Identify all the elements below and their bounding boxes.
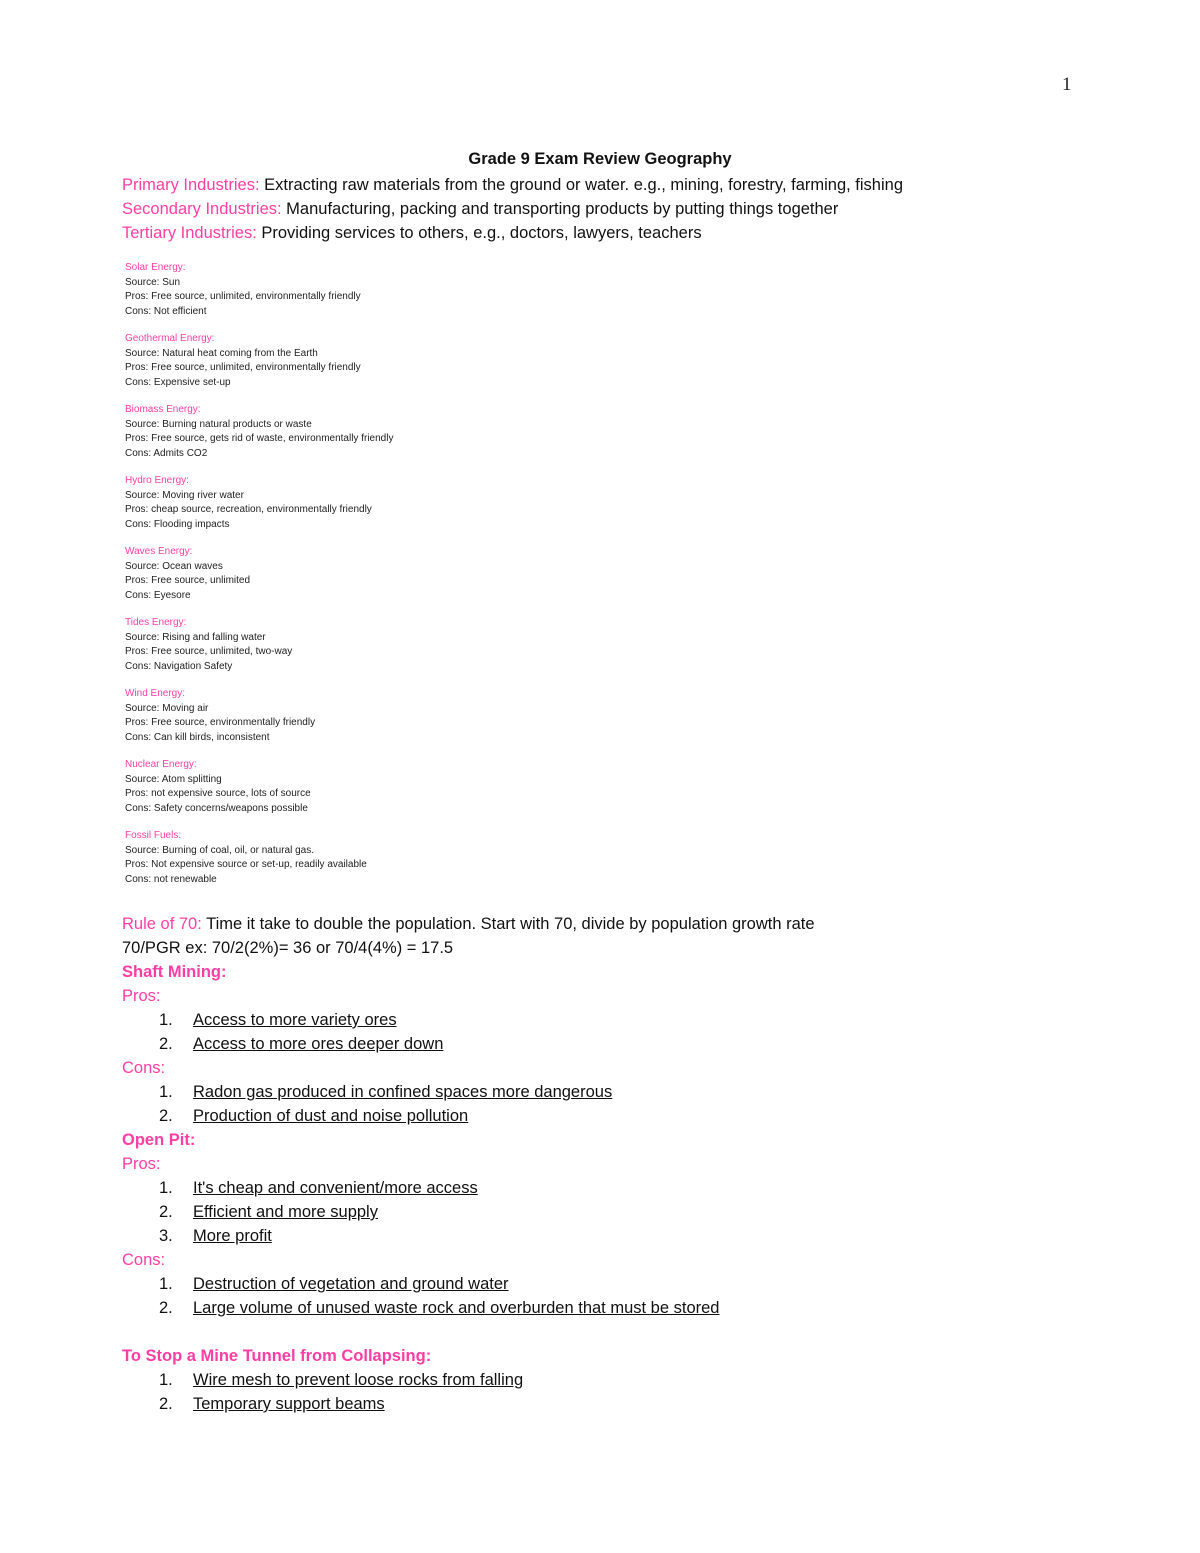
energy-pros: Pros: Free source, unlimited, environmentally friendly bbox=[125, 291, 361, 302]
energy-block-solar bbox=[125, 261, 393, 319]
shaft-mining-cons-list bbox=[122, 1080, 719, 1128]
list-item bbox=[122, 1392, 719, 1416]
shaft-mining-pros-list bbox=[122, 1008, 719, 1056]
shaft-mining-pros-label: Pros: bbox=[122, 987, 161, 1005]
secondary-industries-label: Secondary Industries: bbox=[122, 200, 282, 218]
list-item bbox=[122, 1200, 719, 1224]
energy-source: Source: Atom splitting bbox=[125, 773, 222, 785]
energy-block-fossil bbox=[125, 829, 393, 887]
energy-cons: Cons: Navigation Safety bbox=[125, 660, 233, 672]
page-number: 1 bbox=[1062, 74, 1072, 95]
list-item bbox=[122, 1176, 719, 1200]
list-number: 2. bbox=[159, 1107, 173, 1125]
energy-name: Geothermal Energy: bbox=[125, 333, 215, 344]
tunnel-list bbox=[122, 1368, 719, 1416]
energy-source: Source: Ocean waves bbox=[125, 560, 223, 572]
energy-name: Solar Energy: bbox=[125, 262, 186, 273]
list-item-text: Destruction of vegetation and ground water bbox=[193, 1275, 509, 1293]
list-number: 3. bbox=[159, 1227, 173, 1245]
list-item-text: Large volume of unused waste rock and overburden that must be stored bbox=[193, 1299, 720, 1317]
list-number: 2. bbox=[159, 1035, 173, 1053]
energy-source: Source: Rising and falling water bbox=[125, 631, 266, 643]
tertiary-industries-text: Providing services to others, e.g., doctors, lawyers, teachers bbox=[256, 224, 702, 242]
energy-name: Tides Energy: bbox=[125, 617, 187, 628]
list-item-text: Production of dust and noise pollution bbox=[193, 1107, 469, 1125]
list-item bbox=[122, 1368, 719, 1392]
primary-industries-text: Extracting raw materials from the ground or water. e.g., mining, forestry, farming, fishing bbox=[259, 176, 903, 194]
energy-block-geothermal bbox=[125, 332, 393, 390]
list-item bbox=[122, 1080, 719, 1104]
list-item-text: Radon gas produced in confined spaces more dangerous bbox=[193, 1083, 613, 1101]
list-item bbox=[122, 1008, 719, 1032]
energy-block-hydro bbox=[125, 474, 393, 532]
rule-of-70-section bbox=[122, 912, 815, 960]
energy-pros: Pros: Free source, unlimited bbox=[125, 575, 251, 586]
energy-cons: Cons: Eyesore bbox=[125, 589, 191, 601]
energy-pros: Pros: cheap source, recreation, environmentally friendly bbox=[125, 504, 372, 515]
secondary-industries-line bbox=[122, 197, 903, 221]
energy-block-waves bbox=[125, 545, 393, 603]
energy-source: Source: Moving air bbox=[125, 702, 209, 714]
primary-industries-line bbox=[122, 173, 903, 197]
energy-block-nuclear bbox=[125, 758, 393, 816]
energy-name: Waves Energy: bbox=[125, 546, 193, 557]
secondary-industries-text: Manufacturing, packing and transporting products by putting things together bbox=[281, 200, 839, 218]
list-number: 2. bbox=[159, 1299, 173, 1317]
open-pit-pros-label: Pros: bbox=[122, 1155, 161, 1173]
open-pit-heading: Open Pit: bbox=[122, 1131, 196, 1149]
rule-of-70-example: 70/PGR ex: 70/2(2%)= 36 or 70/4(4%) = 17.5 bbox=[122, 939, 454, 957]
energy-pros: Pros: Free source, gets rid of waste, environmentally friendly bbox=[125, 433, 394, 444]
rule-of-70-text: Time it take to double the population. Start with 70, divide by population growth rate bbox=[201, 915, 815, 933]
list-item bbox=[122, 1296, 719, 1320]
energy-cons: Cons: Can kill birds, inconsistent bbox=[125, 731, 270, 743]
energy-cons: Cons: Expensive set-up bbox=[125, 376, 231, 388]
open-pit-cons-label: Cons: bbox=[122, 1251, 166, 1269]
energy-pros: Pros: Free source, unlimited, two-way bbox=[125, 646, 293, 657]
energy-source: Source: Sun bbox=[125, 276, 181, 288]
energy-sources-section bbox=[125, 261, 393, 900]
primary-industries-label: Primary Industries: bbox=[122, 176, 260, 194]
energy-pros: Pros: Not expensive source or set-up, readily available bbox=[125, 859, 367, 870]
energy-block-biomass bbox=[125, 403, 393, 461]
energy-pros: Pros: Free source, unlimited, environmentally friendly bbox=[125, 362, 361, 373]
list-item bbox=[122, 1272, 719, 1296]
list-item bbox=[122, 1104, 719, 1128]
energy-cons: Cons: Admits CO2 bbox=[125, 447, 208, 459]
energy-name: Hydro Energy: bbox=[125, 475, 189, 486]
open-pit-cons-list bbox=[122, 1272, 719, 1320]
energy-name: Biomass Energy: bbox=[125, 404, 201, 415]
energy-name: Nuclear Energy: bbox=[125, 759, 197, 770]
page-title: Grade 9 Exam Review Geography bbox=[468, 150, 732, 168]
open-pit-pros-list bbox=[122, 1176, 719, 1248]
list-item-text: More profit bbox=[193, 1227, 272, 1245]
list-item-text: It's cheap and convenient/more access bbox=[193, 1179, 478, 1197]
list-number: 2. bbox=[159, 1395, 173, 1413]
energy-source: Source: Moving river water bbox=[125, 489, 244, 501]
list-item-text: Temporary support beams bbox=[193, 1395, 385, 1413]
tunnel-heading: To Stop a Mine Tunnel from Collapsing: bbox=[122, 1347, 432, 1365]
tertiary-industries-label: Tertiary Industries: bbox=[122, 224, 257, 242]
list-item bbox=[122, 1224, 719, 1248]
energy-source: Source: Natural heat coming from the Earth bbox=[125, 347, 318, 359]
industries-section bbox=[122, 173, 903, 245]
energy-cons: Cons: Safety concerns/weapons possible bbox=[125, 802, 308, 814]
list-number: 1. bbox=[159, 1011, 173, 1029]
energy-source: Source: Burning of coal, oil, or natural gas. bbox=[125, 844, 314, 856]
list-number: 1. bbox=[159, 1371, 173, 1389]
energy-name: Fossil Fuels: bbox=[125, 830, 182, 841]
tertiary-industries-line bbox=[122, 221, 903, 245]
list-number: 1. bbox=[159, 1275, 173, 1293]
energy-pros: Pros: not expensive source, lots of source bbox=[125, 788, 311, 799]
energy-block-wind bbox=[125, 687, 393, 745]
energy-cons: Cons: Not efficient bbox=[125, 305, 207, 317]
energy-cons: Cons: not renewable bbox=[125, 873, 217, 885]
list-number: 1. bbox=[159, 1179, 173, 1197]
list-item-text: Efficient and more supply bbox=[193, 1203, 378, 1221]
energy-cons: Cons: Flooding impacts bbox=[125, 518, 230, 530]
list-number: 1. bbox=[159, 1083, 173, 1101]
energy-pros: Pros: Free source, environmentally friendly bbox=[125, 717, 316, 728]
shaft-mining-heading: Shaft Mining: bbox=[122, 963, 227, 981]
list-item-text: Access to more variety ores bbox=[193, 1011, 397, 1029]
section-spacer bbox=[122, 1320, 719, 1344]
rule-of-70-label: Rule of 70: bbox=[122, 915, 202, 933]
list-item-text: Wire mesh to prevent loose rocks from falling bbox=[193, 1371, 524, 1389]
list-number: 2. bbox=[159, 1203, 173, 1221]
mining-section bbox=[122, 960, 719, 1416]
energy-block-tides bbox=[125, 616, 393, 674]
list-item bbox=[122, 1032, 719, 1056]
energy-source: Source: Burning natural products or waste bbox=[125, 418, 312, 430]
list-item-text: Access to more ores deeper down bbox=[193, 1035, 444, 1053]
rule-of-70-line bbox=[122, 912, 815, 936]
energy-name: Wind Energy: bbox=[125, 688, 186, 699]
shaft-mining-cons-label: Cons: bbox=[122, 1059, 166, 1077]
